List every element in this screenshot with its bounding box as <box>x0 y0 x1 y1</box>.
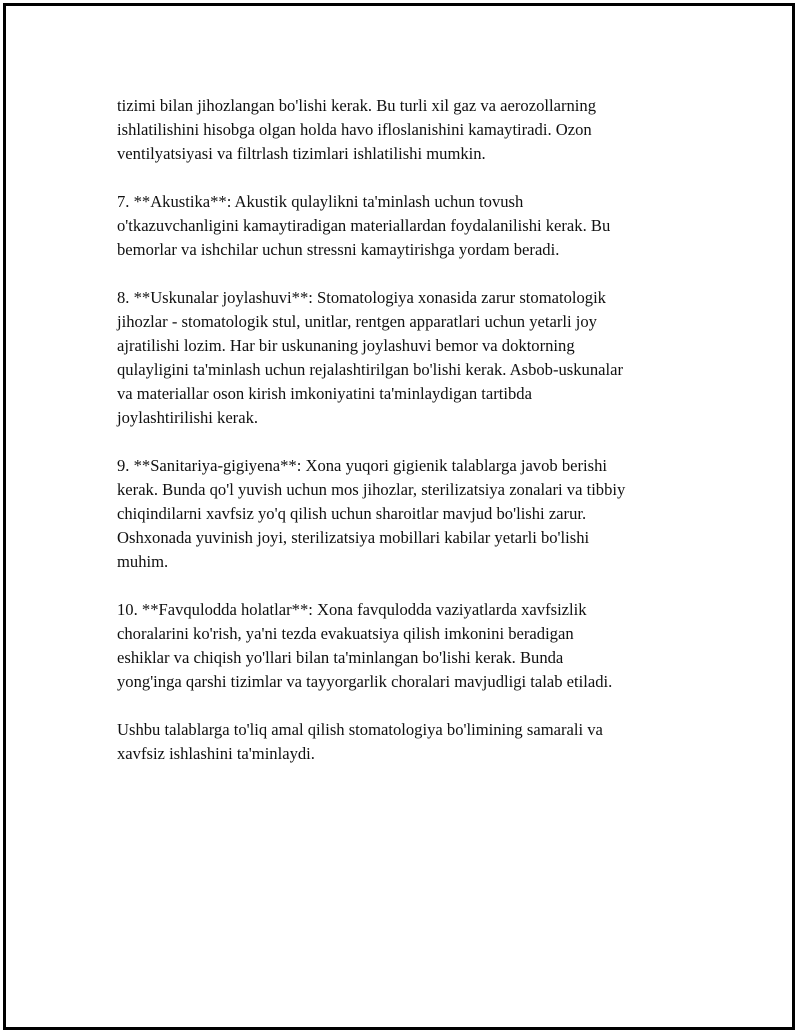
text-line: kerak. Bunda qo'l yuvish uchun mos jihozlar, sterilizatsiya zonalari va tibbiy <box>117 480 626 499</box>
text-line: va materiallar oson kirish imkoniyatini ta'minlaydigan tartibda <box>117 384 532 403</box>
paragraph-ventilation-continued <box>117 94 687 166</box>
text-line: eshiklar va chiqish yo'llari bilan ta'minlangan bo'lishi kerak. Bunda <box>117 648 564 667</box>
paragraph-akustika <box>117 190 687 262</box>
text-line: 9. **Sanitariya-gigiyena**: Xona yuqori gigienik talablarga javob berishi <box>117 456 608 475</box>
paragraph-favqulodda-holatlar <box>117 598 687 694</box>
text-line: chiqindilarni xavfsiz yo'q qilish uchun sharoitlar mavjud bo'lishi zarur. <box>117 504 587 523</box>
text-line: 10. **Favqulodda holatlar**: Xona favqulodda vaziyatlarda xavfsizlik <box>117 600 587 619</box>
text-line: yong'inga qarshi tizimlar va tayyorgarlik choralari mavjudligi talab etiladi. <box>117 672 613 691</box>
text-line: ventilyatsiyasi va filtrlash tizimlari ishlatilishi mumkin. <box>117 144 486 163</box>
text-line: 7. **Akustika**: Akustik qulaylikni ta'minlash uchun tovush <box>117 192 524 211</box>
text-line: choralarini ko'rish, ya'ni tezda evakuatsiya qilish imkonini beradigan <box>117 624 574 643</box>
text-line: ajratilishi lozim. Har bir uskunaning joylashuvi bemor va doktorning <box>117 336 575 355</box>
text-line: o'tkazuvchanligini kamaytiradigan materiallardan foydalanilishi kerak. Bu <box>117 216 611 235</box>
paragraph-conclusion <box>117 718 687 766</box>
paragraph-sanitariya-gigiyena <box>117 454 687 574</box>
document-body <box>117 94 687 790</box>
text-line: Ushbu talablarga to'liq amal qilish stomatologiya bo'limining samarali va <box>117 720 603 739</box>
text-line: jihozlar - stomatologik stul, unitlar, rentgen apparatlari uchun yetarli joy <box>117 312 597 331</box>
text-line: joylashtirilishi kerak. <box>117 408 259 427</box>
text-line: Oshxonada yuvinish joyi, sterilizatsiya mobillari kabilar yetarli bo'lishi <box>117 528 590 547</box>
text-line: muhim. <box>117 552 169 571</box>
text-line: tizimi bilan jihozlangan bo'lishi kerak. Bu turli xil gaz va aerozollarning <box>117 96 597 115</box>
text-line: xavfsiz ishlashini ta'minlaydi. <box>117 744 315 763</box>
text-line: 8. **Uskunalar joylashuvi**: Stomatologiya xonasida zarur stomatologik <box>117 288 606 307</box>
text-line: bemorlar va ishchilar uchun stressni kamaytirishga yordam beradi. <box>117 240 560 259</box>
text-line: ishlatilishini hisobga olgan holda havo ifloslanishini kamaytiradi. Ozon <box>117 120 592 139</box>
text-line: qulayligini ta'minlash uchun rejalashtirilgan bo'lishi kerak. Asbob-uskunalar <box>117 360 623 379</box>
paragraph-uskunalar-joylashuvi <box>117 286 687 430</box>
